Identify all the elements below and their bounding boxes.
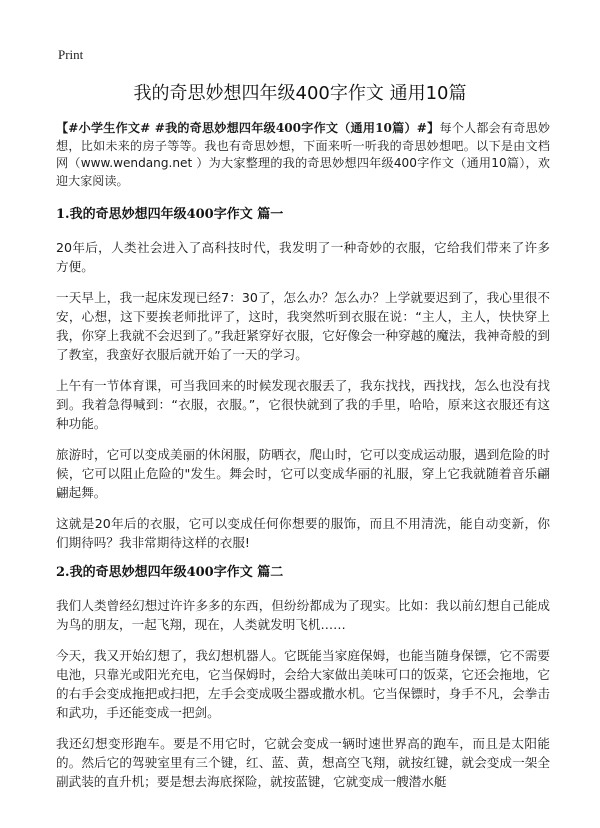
print-link[interactable]: Print [58, 47, 84, 62]
section-1-paragraph-4: 旅游时，它可以变成美丽的休闲服，防晒衣，爬山时，它可以变成运动服，遇到危险的时候，它可以阻止危险的"发生。舞会时，它可以变成华丽的礼服，穿上它我就随着音乐翩翩起舞。 [56, 447, 550, 500]
intro-text: 每个人都会有奇思妙想，比如未来的房子等等。我也有奇思妙想，下面来听一听我的奇思妙想吧。以下是由文档网（www.wendang.net ）为大家整理的我的奇思妙想四年级400字作文（通用10篇），欢迎大家阅读。 [56, 121, 550, 188]
section-2-paragraph-2: 今天，我又开始幻想了，我幻想机器人。它既能当家庭保姆，也能当随身保镖，它不需要电池，只靠光或阳光充电，它当保姆时，会给大家做出美味可口的饭菜，它还会拖地，它的右手会变成拖把或扫把，左手会变成吸尘器或撒水机。它当保镖时，身手不凡，会拳击和武功，手还能变成一把剑。 [56, 648, 550, 720]
section-1-paragraph-3: 上午有一节体育课，可当我回来的时候发现衣服丢了，我东找找，西找找，怎么也没有找到。我着急得喊到：“衣服，衣服。”，它很快就到了我的手里，哈哈，原来这衣服还有这种功能。 [56, 378, 550, 431]
section-heading-2: 2.我的奇思妙想四年级400字作文 篇二 [56, 565, 284, 580]
section-1-paragraph-2: 一天早上，我一起床发现已经7：30了，怎么办？怎么办？上学就要迟到了，我心里很不安，心想，这下要挨老师批评了，这时，我突然听到衣服在说：“主人，主人，快快穿上我，你穿上我就不会迟到了。”我赶紧穿好衣服，它好像会一种穿越的魔法，我神奇般的到了教室，我蛮好衣服后就开始了一天的学习。 [56, 290, 550, 362]
section-heading-1: 1.我的奇思妙想四年级400字作文 篇一 [56, 207, 284, 222]
intro-tagline: 【#小学生作文# #我的奇思妙想四年级400字作文（通用10篇）#】 [56, 121, 440, 135]
article-body [56, 120, 550, 803]
section-1-paragraph-5: 这就是20年后的衣服，它可以变成任何你想要的服饰，而且不用清洗，能自动变新，你们期待吗？我非常期待这样的衣服! [56, 516, 550, 550]
section-2-paragraph-1: 我们人类曾经幻想过许许多多的东西，但纷纷都成为了现实。比如：我以前幻想自己能成为鸟的朋友，一起飞翔，现在，人类就发明飞机…… [56, 598, 550, 632]
section-2-paragraph-3: 我还幻想变形跑车。要是不用它时，它就会变成一辆时速世界高的跑车，而且是太阳能的。然后它的驾驶室里有三个键，红、蓝、黄，想高空飞翔，就按红键，就会变成一架全副武装的直升机；要是想去海底探险，就按蓝键，它就变成一艘潜水艇 [56, 736, 550, 789]
document-title: 我的奇思妙想四年级400字作文 通用10篇 [133, 83, 467, 104]
section-1-paragraph-1: 20年后，人类社会进入了高科技时代，我发明了一种奇妙的衣服，它给我们带来了许多方便。 [56, 240, 550, 274]
intro-paragraph [56, 120, 550, 190]
